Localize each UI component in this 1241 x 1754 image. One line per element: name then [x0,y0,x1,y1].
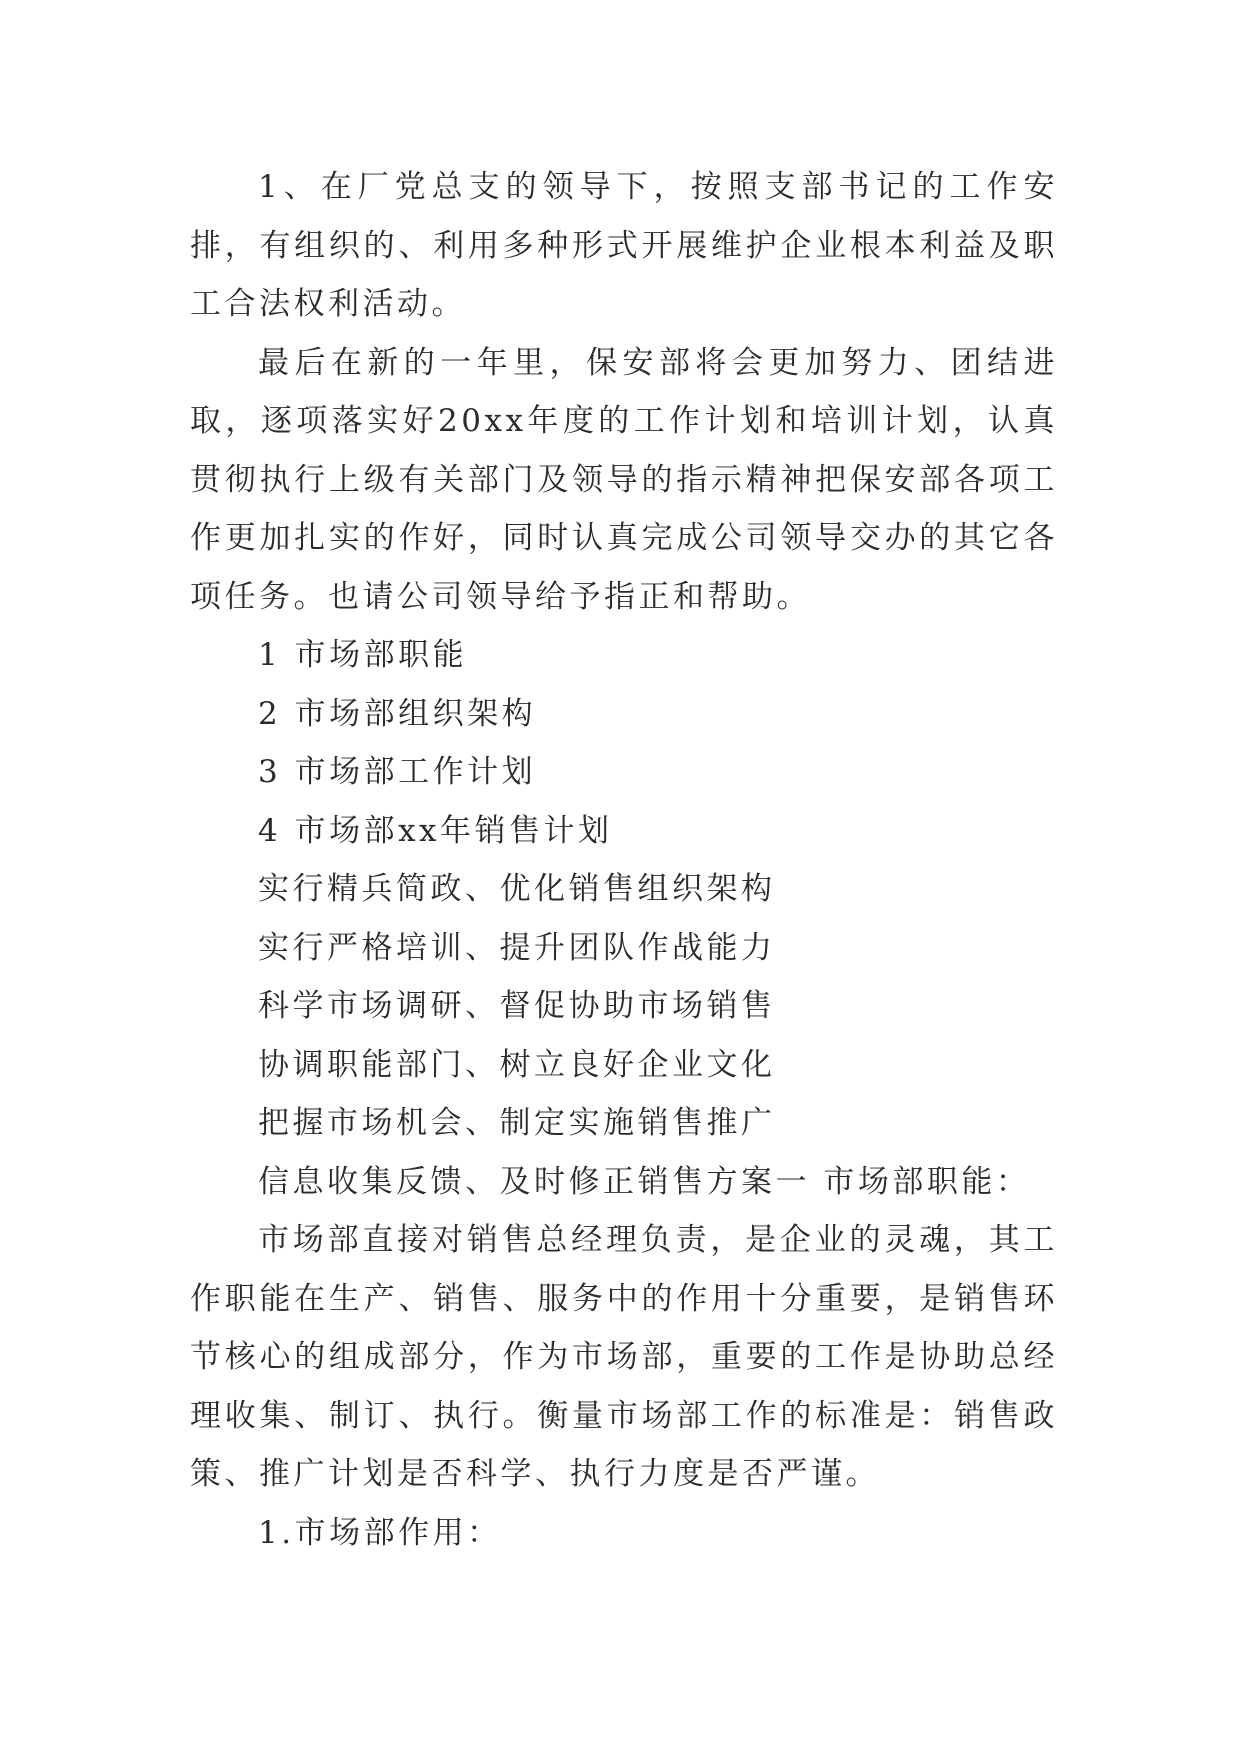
outline-item-2: 2 市场部组织架构 [258,695,537,732]
principle-item-2: 实行严格培训、提升团队作战能力 [258,929,776,966]
outline-item-3: 3 市场部工作计划 [258,754,537,790]
principle-item-6: 信息收集反馈、及时修正销售方案一 市场部职能： [258,1163,1031,1200]
principle-item-1: 实行精兵简政、优化销售组织架构 [258,871,776,907]
paragraph-marketing-dept-function: 市场部直接对销售总经理负责，是企业的灵魂，其工作职能在生产、销售、服务中的作用十分重要，是销售环节核心的组成部分，作为市场部，重要的工作是协助总经理收集、制订、执行。衡量市场部工作的标准是：销售政策、推广计划是否科学、执行力度是否严谨。 [190,1222,1058,1492]
principle-item-4: 协调职能部门、树立良好企业文化 [258,1046,776,1083]
principle-item-5: 把握市场机会、制定实施销售推广 [258,1105,776,1141]
outline-item-1: 1 市场部职能 [258,637,468,673]
section-heading-marketing-role: 1.市场部作用： [258,1514,502,1551]
document-body [190,158,1058,1562]
paragraph-party-branch-duties: 1、在厂党总支的领导下，按照支部书记的工作安排，有组织的、利用多种形式开展维护企业根本利益及职工合法权利活动。 [190,169,1058,322]
principle-item-3: 科学市场调研、督促协助市场销售 [258,988,776,1024]
outline-item-4: 4 市场部xx年销售计划 [258,812,613,849]
paragraph-security-dept-plan: 最后在新的一年里，保安部将会更加努力、团结进取，逐项落实好20xx年度的工作计划和培训计划，认真贯彻执行上级有关部门及领导的指示精神把保安部各项工作更加扎实的作好，同时认真完成公司领导交办的其它各项任务。也请公司领导给予指正和帮助。 [190,344,1058,615]
